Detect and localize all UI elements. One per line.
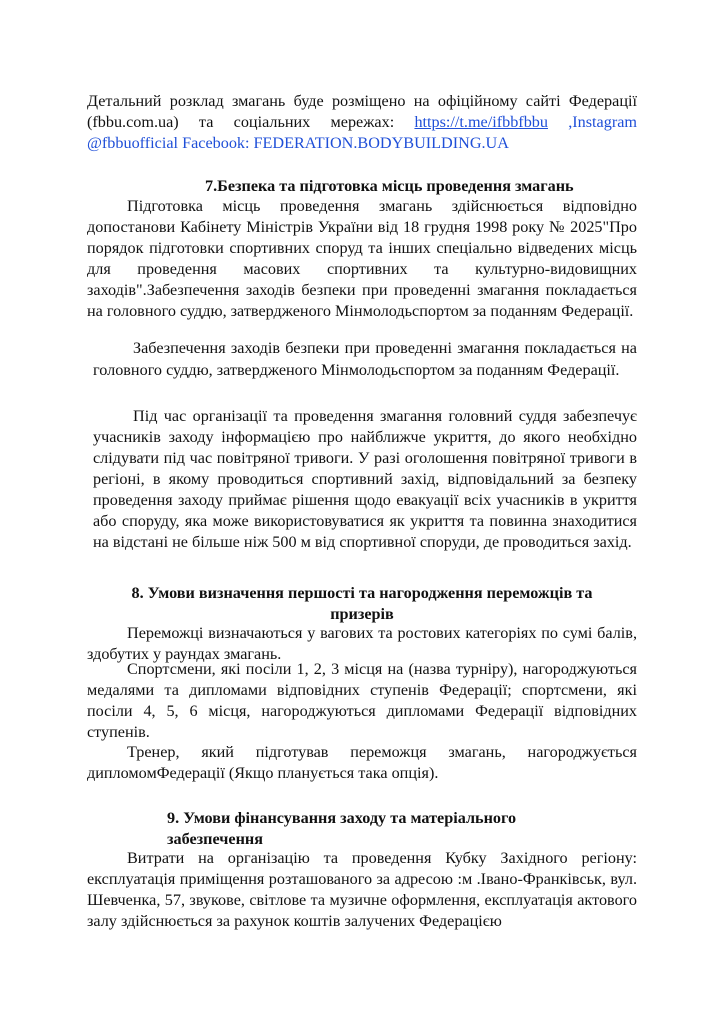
section-7-paragraph-2: Забезпечення заходів безпеки при проведенні змагання покладається на головного суддю, затвердженого Мінмолодьспортом за поданням Федерації.	[93, 339, 637, 379]
section-7-heading: 7.Безпека та підготовка місць проведення змагань	[205, 177, 574, 195]
section-7-paragraph-3: Під час організації та проведення змагання головний суддя забезпечує учасників заходу інформацією про найближче укриття, до якого необхідно слідувати під час повітряної тривоги. У разі оголошення повітряної тривоги в регіоні, в якому проводиться спортивний захід, відповідальний за безпеку проведення заходу приймає рішення щодо евакуації всіх учасників в укриття або споруду, яка може використовуватися як укриття та повинна знаходитися на відстані не більше ніж 500 м від спортивної споруди, де проводиться захід.	[93, 407, 637, 551]
section-8-paragraph-3: Тренер, який підготував переможця змагань, нагороджується дипломомФедерації (Якщо планується така опція).	[87, 743, 637, 782]
section-8-paragraph-1: Переможці визначаються у вагових та ростових категоріях по сумі балів, здобутих у раундах змагань.	[87, 624, 637, 663]
section-9-heading: 9. Умови фінансування заходу та матеріального забезпечення	[167, 809, 517, 848]
section-7-paragraph-1: Підготовка місць проведення змагань здійснюється відповідно допостанови Кабінету Міністрів України від 18 грудня 1998 року № 2025"Про порядок підготовки спортивних споруд та інших спеціально відведених місць для проведення масових спортивних та культурно-видовищних заходів".Забезпечення заходів безпеки при проведенні змагання покладається на головного суддю, затвердженого Мінмолодьспортом за поданням Федерації.	[87, 197, 637, 320]
telegram-link[interactable]: https://t.me/ifbbfbbu	[414, 113, 548, 131]
instagram-label: ,Instagram	[547, 113, 637, 131]
section-9-paragraph-1: Витрати на організацію та проведення Кубку Західного регіону: експлуатація приміщення розташованого за адресою :м .Івано-Франківськ, вул. Шевченка, 57, звукове, світлове та музичне оформлення, експлуатація актового залу здійснюється за рахунок коштів залучених Федерацією	[87, 849, 637, 930]
social-handles: @fbbuofficial Facebook: FEDERATION.BODYBUILDING.UA	[87, 134, 509, 152]
section-8-heading: 8. Умови визначення першості та нагородження переможців та призерів	[131, 584, 593, 623]
intro-text: Детальний розклад змагань буде розміщено на офіційному сайті Федерації (fbbu.com.ua) та соціальних мережах:	[87, 92, 637, 131]
section-8-paragraph-2: Спортсмени, які посіли 1, 2, 3 місця на (назва турніру), нагороджуються медалями та дипломами відповідних ступенів Федерації; спортсмени, які посіли 4, 5, 6 місця, нагороджуються дипломами Федерації відповідних ступенів.	[87, 660, 637, 741]
intro-paragraph	[87, 91, 637, 154]
